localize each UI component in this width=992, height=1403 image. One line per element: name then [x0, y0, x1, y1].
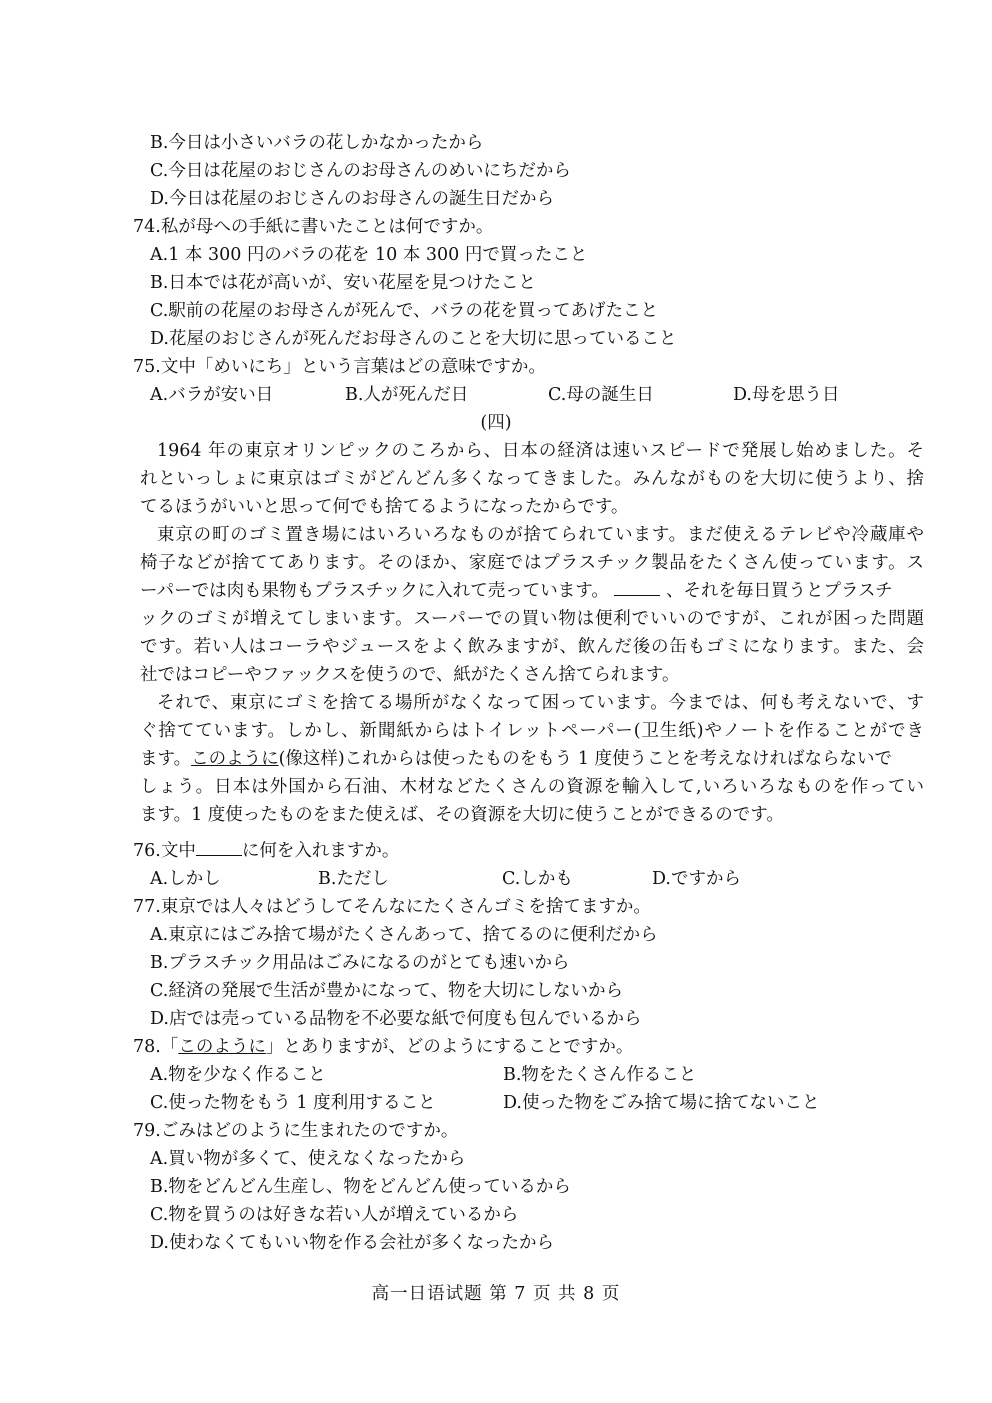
- q79-option-b: B.物をどんどん生産し、物をどんどん使っているから: [150, 1177, 571, 1197]
- q76-pre: 76.文中: [133, 841, 196, 861]
- passage-line: てるほうがいいと思って何でも捨てるようになったからです。: [140, 497, 629, 517]
- q74-question: 74.私が母への手紙に書いたことは何ですか。: [133, 217, 494, 237]
- q73-option-c: C.今日は花屋のおじさんのお母さんのめいにちだから: [150, 161, 571, 181]
- q77-option-b: B.プラスチック用品はごみになるのがとても速いから: [150, 953, 570, 973]
- q74-option-b: B.日本では花が高いが、安い花屋を見つけたこと: [150, 273, 536, 293]
- q76-blank: [196, 837, 242, 856]
- q76-option-c: C.しかも: [502, 869, 573, 889]
- q75-question: 75.文中「めいにち」という言葉はどの意味ですか。: [133, 357, 546, 377]
- q75-option-a: A.バラが安い日: [150, 385, 274, 405]
- passage-blank: [614, 577, 660, 596]
- q79-option-d: D.使わなくてもいい物を作る会社が多くなったから: [150, 1233, 554, 1253]
- q78-option-d: D.使った物をごみ捨て場に捨てないこと: [503, 1093, 820, 1113]
- passage-line: 1964 年の東京オリンピックのころから、日本の経済は速いスピードで発展し始めました。そ: [157, 441, 924, 461]
- q78-option-b: B.物をたくさん作ること: [503, 1065, 697, 1085]
- passage-line: ぐ捨てています。しかし、新聞紙からはトイレットペーパー(卫生纸)やノートを作ることができ: [140, 721, 924, 741]
- q77-option-c: C.経済の発展で生活が豊かになって、物を大切にしないから: [150, 981, 623, 1001]
- q78-pre: 78.「: [133, 1037, 179, 1057]
- q79-option-c: C.物を買うのは好きな若い人が増えているから: [150, 1205, 519, 1225]
- passage-line: しょう。日本は外国から石油、木材などたくさんの資源を輸入して,いろいろなものを作ってい: [140, 777, 924, 797]
- q76-option-d: D.ですから: [652, 869, 741, 889]
- section-title: (四): [480, 413, 512, 433]
- q76-post: に何を入れますか。: [241, 841, 400, 861]
- passage-line: ます。1 度使ったものをまた使えば、その資源を大切に使うことができるのです。: [140, 805, 784, 825]
- q73-option-b: B.今日は小さいバラの花しかなかったから: [150, 133, 484, 153]
- passage-line: [140, 745, 892, 773]
- q78-underlined: このように: [178, 1037, 266, 1057]
- q76-option-b: B.ただし: [318, 869, 389, 889]
- passage-text: 、それを毎日買うとプラスチ: [665, 581, 893, 601]
- q75-option-c: C.母の誕生日: [548, 385, 654, 405]
- q77-option-d: D.店では売っている品物を不必要な紙で何度も包んでいるから: [150, 1009, 642, 1029]
- q77-option-a: A.東京にはごみ捨て場がたくさんあって、捨てるのに便利だから: [150, 925, 658, 945]
- q79-option-a: A.買い物が多くて、使えなくなったから: [150, 1149, 466, 1169]
- passage-line: それで、東京にゴミを捨てる場所がなくなって困っています。今までは、何も考えないで、す: [157, 693, 924, 713]
- passage-text: ます。: [140, 749, 192, 769]
- q78-post: 」とありますが、どのようにすることですか。: [265, 1037, 634, 1057]
- passage-line: 東京の町のゴミ置き場にはいろいろなものが捨てられています。まだ使えるテレビや冷蔵庫や: [157, 525, 924, 545]
- q74-option-c: C.駅前の花屋のお母さんが死んで、バラの花を買ってあげたこと: [150, 301, 658, 321]
- q79-question: 79.ごみはどのように生まれたのですか。: [133, 1121, 459, 1141]
- passage-line: です。若い人はコーラやジュースをよく飲みますが、飲んだ後の缶もゴミになります。また、会: [140, 637, 924, 657]
- q78-question: [133, 1033, 633, 1061]
- q74-option-a: A.1 本 300 円のバラの花を 10 本 300 円で買ったこと: [150, 245, 588, 265]
- q77-question: 77.東京では人々はどうしてそんなにたくさんゴミを捨てますか。: [133, 897, 651, 917]
- underlined-phrase: このように: [191, 749, 279, 769]
- q74-option-d: D.花屋のおじさんが死んだお母さんのことを大切に思っていること: [150, 329, 677, 349]
- q78-option-c: C.使った物をもう 1 度利用すること: [150, 1093, 436, 1113]
- q76-option-a: A.しかし: [150, 869, 221, 889]
- q78-option-a: A.物を少なく作ること: [150, 1065, 326, 1085]
- passage-line: 椅子などが捨ててあります。そのほか、家庭ではプラスチック製品をたくさん使っています。ス: [140, 553, 924, 573]
- passage-line: [140, 577, 924, 605]
- passage-line: れといっしょに東京はゴミがどんどん多くなってきました。みんながものを大切に使うより、捨: [140, 469, 924, 489]
- passage-line: ックのゴミが増えてしまいます。スーパーでの買い物は便利でいいのですが、これが困った問題: [140, 609, 924, 629]
- q75-option-d: D.母を思う日: [733, 385, 840, 405]
- q76-question: [133, 837, 399, 865]
- passage-text: (像这样)これからは使ったものをもう 1 度使うことを考えなければならないで: [278, 749, 893, 769]
- q75-option-b: B.人が死んだ日: [345, 385, 469, 405]
- q73-option-d: D.今日は花屋のおじさんのお母さんの誕生日だから: [150, 189, 554, 209]
- page-footer: 高一日语试题 第 7 页 共 8 页: [371, 1284, 621, 1304]
- passage-line: 社ではコピーやファックスを使うので、紙がたくさん捨てられます。: [140, 665, 680, 685]
- passage-text: ーパーでは肉も果物もプラスチックに入れて売っています。: [140, 581, 609, 601]
